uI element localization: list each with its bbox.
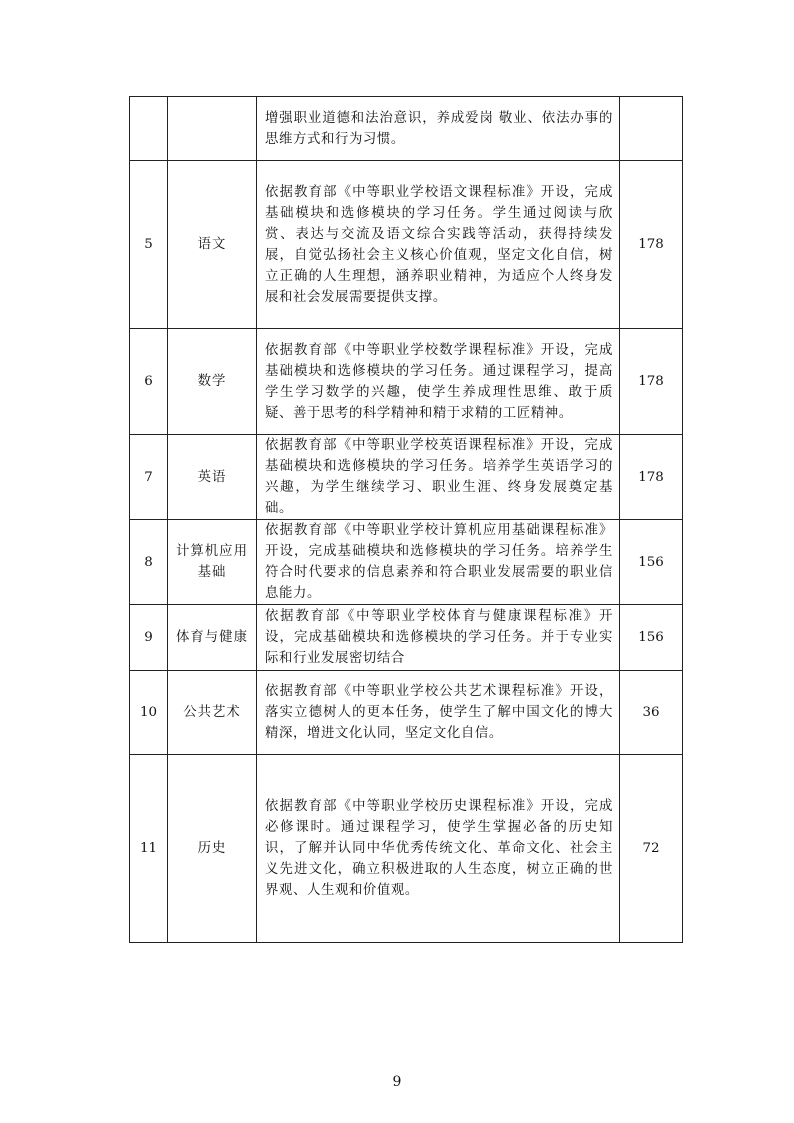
course-description: 依据教育部《中等职业学校数学课程标准》开设，完成基础模块和选修模块的学习任务。通过课程学习，提高学生学习数学的兴趣，使学生养成理性思维、敢于质疑、善于思考的科学精神和精于求精的工匠精神。 [257, 329, 620, 435]
course-description: 依据教育部《中等职业学校语文课程标准》开设，完成基础模块和选修模块的学习任务。学生通过阅读与欣赏、表达与交流及语文综合实践等活动，获得持续发展，自觉弘扬社会主义核心价值观，坚定文化自信，树立正确的人生理想，涵养职业精神，为适应个人终身发展和社会发展需要提供支撑。 [257, 161, 620, 329]
row-number: 8 [130, 520, 168, 605]
course-name: 体育与健康 [168, 605, 257, 671]
course-name: 语文 [168, 161, 257, 329]
row-number: 7 [130, 435, 168, 520]
course-name: 历史 [168, 755, 257, 943]
course-table [129, 96, 683, 943]
course-hours: 156 [620, 605, 683, 671]
course-description: 依据教育部《中等职业学校英语课程标准》开设，完成基础模块和选修模块的学习任务。培养学生英语学习的兴趣，为学生继续学习、职业生涯、终身发展奠定基础。 [257, 435, 620, 520]
row-number [130, 97, 168, 161]
course-description: 依据教育部《中等职业学校体育与健康课程标准》开设，完成基础模块和选修模块的学习任务。并于专业实际和行业发展密切结合 [257, 605, 620, 671]
course-description: 依据教育部《中等职业学校历史课程标准》开设，完成必修课时。通过课程学习，使学生掌握必备的历史知识，了解并认同中华优秀传统文化、革命文化、社会主义先进文化，确立积极进取的人生态度，树立正确的世界观、人生观和价值观。 [257, 755, 620, 943]
course-hours: 36 [620, 671, 683, 755]
table-row [130, 161, 683, 329]
table-row [130, 329, 683, 435]
table-row [130, 671, 683, 755]
course-description: 依据教育部《中等职业学校计算机应用基础课程标准》开设，完成基础模块和选修模块的学习任务。培养学生符合时代要求的信息素养和符合职业发展需要的职业信息能力。 [257, 520, 620, 605]
course-name: 英语 [168, 435, 257, 520]
course-description: 增强职业道德和法治意识，养成爱岗 敬业、依法办事的思维方式和行为习惯。 [257, 97, 620, 161]
table-row [130, 97, 683, 161]
course-name [168, 97, 257, 161]
course-hours: 178 [620, 329, 683, 435]
page-number: 9 [392, 1074, 402, 1090]
course-hours: 72 [620, 755, 683, 943]
row-number: 10 [130, 671, 168, 755]
table-row [130, 755, 683, 943]
table-row [130, 520, 683, 605]
course-hours: 178 [620, 161, 683, 329]
table-row [130, 605, 683, 671]
course-name: 计算机应用基础 [168, 520, 257, 605]
course-hours: 156 [620, 520, 683, 605]
course-description: 依据教育部《中等职业学校公共艺术课程标准》开设，落实立德树人的更本任务，使学生了解中国文化的博大精深，增进文化认同，坚定文化自信。 [257, 671, 620, 755]
course-hours: 178 [620, 435, 683, 520]
table-row [130, 435, 683, 520]
row-number: 11 [130, 755, 168, 943]
course-name: 数学 [168, 329, 257, 435]
course-name: 公共艺术 [168, 671, 257, 755]
course-hours [620, 97, 683, 161]
row-number: 6 [130, 329, 168, 435]
row-number: 9 [130, 605, 168, 671]
row-number: 5 [130, 161, 168, 329]
